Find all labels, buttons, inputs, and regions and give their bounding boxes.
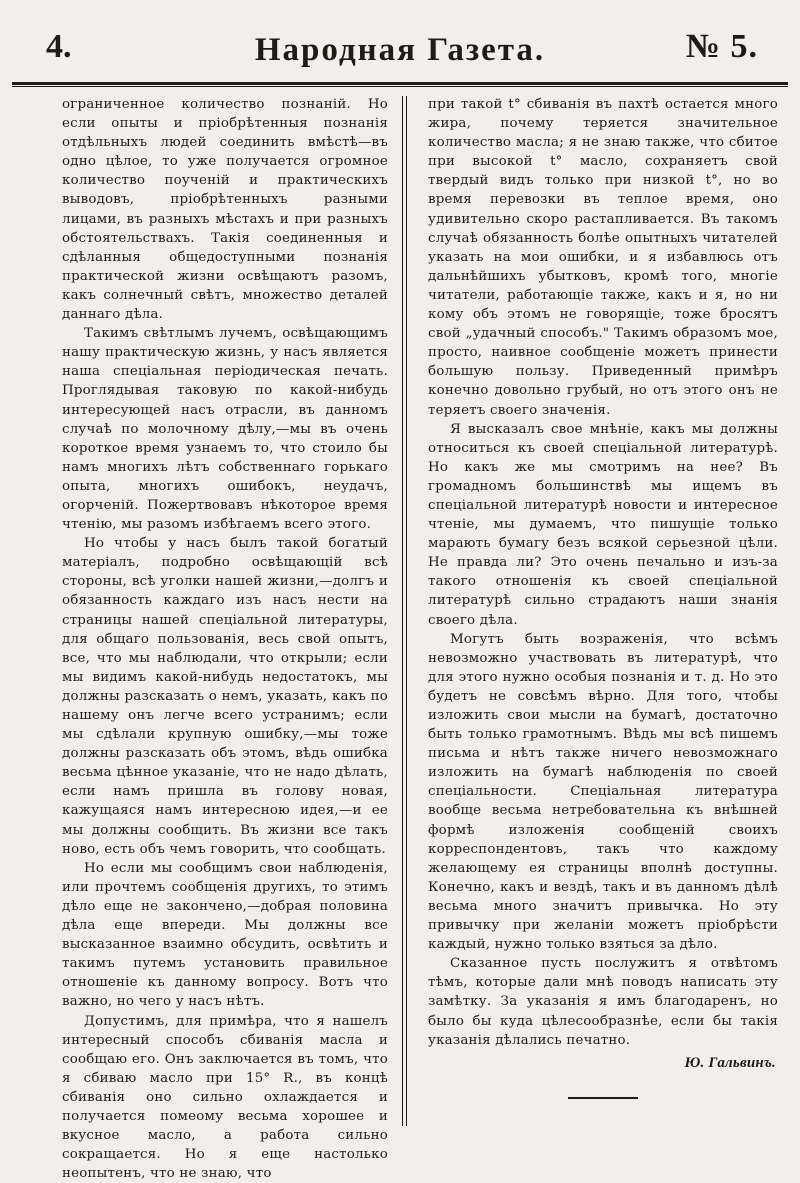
article-end-rule xyxy=(568,1097,638,1099)
column-divider xyxy=(402,96,403,1126)
header-rule xyxy=(12,82,788,85)
left-column xyxy=(62,95,388,1183)
page-header xyxy=(20,22,780,80)
paragraph: Сказанное пусть послужитъ я отвѣтомъ тѣмъ, которые дали мнѣ поводъ написать эту замѣтку. За указанія я имъ благодаренъ, но было бы куда цѣлесообразнѣе, если бы такія указанія дѣлались печатно. xyxy=(428,954,778,1049)
paragraph: при такой t° сбиванія въ пахтѣ остается много жира, почему теряется значительное количество масла; я не знаю также, что сбитое при высокой t° масло, сохраняетъ свой твердый видъ только при низкой t°, но во время перевозки въ теплое время, оно удивительно скоро растапливается. Въ такомъ случаѣ обязанность болѣе опытныхъ читателей указать на мои ошибки, и я избавлюсь отъ дальнѣйшихъ убытковъ, кромѣ того, многіе читатели, работающіе также, какъ и я, но ни кому объ этомъ не говорящіе, тоже бросятъ свой „удачный способъ." Такимъ образомъ мое, просто, наивное сообщеніе можетъ принести большую пользу. Приведенный примѣръ конечно довольно грубый, но отъ этого онъ не теряетъ своего значенія. xyxy=(428,95,778,420)
column-divider-inner xyxy=(406,96,407,1126)
paragraph: Такимъ свѣтлымъ лучемъ, освѣщающимъ нашу практическую жизнь, у насъ является наша спеціальная періодическая печать. Проглядывая таковую по какой-нибудь интересующей насъ отрасли, въ данномъ случаѣ по молочному дѣлу,—мы въ очень короткое время узнаемъ то, что стоило бы намъ многихъ лѣтъ собственнаго горькаго опыта, многихъ ошибокъ, неудачъ, огорченій. Пожертвовавъ нѣкоторое время чтенію, мы разомъ избѣгаемъ всего этого. xyxy=(62,324,388,534)
paragraph: ограниченное количество познаній. Но если опыты и пріобрѣтенныя познанія отдѣльныхъ людей соединить вмѣстѣ—въ одно цѣлое, то уже получается огромное количество поученій и практическихъ выводовъ, пріобрѣтенныхъ разными лицами, въ разныхъ мѣстахъ и при разныхъ обстоятельствахъ. Такія соединенныя и сдѣланныя общедоступными познанія практической жизни освѣщаютъ разомъ, какъ солнечный свѣтъ, множество деталей даннаго дѣла. xyxy=(62,95,388,324)
paragraph: Но если мы сообщимъ свои наблюденія, или прочтемъ сообщенія другихъ, то этимъ дѣло еще не закончено,—добрая половина дѣла еще впереди. Мы должны все высказанное взаимно обсудить, освѣтить и такимъ путемъ установить правильное отношеніе къ данному вопросу. Вотъ что важно, но чего у насъ нѣтъ. xyxy=(62,859,388,1012)
issue-number: № 5. xyxy=(686,28,758,66)
right-column xyxy=(428,95,778,1099)
paragraph: Я высказалъ свое мнѣніе, какъ мы должны относиться къ своей спеціальной литературѣ. Но какъ же мы смотримъ на нее? Въ громадномъ большинствѣ мы ищемъ въ спеціальной литературѣ новости и интересное чтеніе, мы думаемъ, что пишущіе только марають бумагу безъ всякой серьезной цѣли. Не правда ли? Это очень печально и изъ-за такого отношенія къ своей спеціальной литературѣ сильно страдаютъ наши знанія своего дѣла. xyxy=(428,420,778,630)
newspaper-title: Народная Газета. xyxy=(20,32,780,69)
paragraph: Но чтобы у насъ былъ такой богатый матеріалъ, подробно освѣщающій всѣ стороны, всѣ уголки нашей жизни,—долгъ и обязанность каждаго изъ насъ нести на страницы нашей спеціальной литературы, для общаго пользованія, весь свой опытъ, все, что мы наблюдали, что открыли; если мы видимъ какой-нибудь недостатокъ, мы должны разсказать о немъ, указать, какъ по нашему онъ легче всего устранимъ; если мы сдѣлали крупную ошибку,—мы тоже должны разсказать объ этомъ, вѣдь ошибка весьма цѣнное указаніе, что не надо дѣлать, если намъ пришла въ голову новая, кажущаяся намъ интересною идея,—и ее мы должны сообщить. Въ жизни все такъ ново, есть объ чемъ говорить, что сообщать. xyxy=(62,534,388,859)
author-signature: Ю. Гальвинъ. xyxy=(428,1054,778,1073)
paragraph: Могутъ быть возраженія, что всѣмъ невозможно участвовать въ литературѣ, что для этого нужно особыя познанія и т. д. Но это будетъ не совсѣмъ вѣрно. Для того, чтобы изложить свои мысли на бумагѣ, достаточно быть только грамотнымъ. Вѣдь мы всѣ пишемъ письма и нѣтъ также ничего невозможнаго изложить на бумагѣ наблюденія по своей спеціальности. Спеціальная литература вообще весьма нетребовательна къ внѣшней формѣ изложенія сообщеній своихъ корреспондентовъ, такъ что каждому желающему ея страницы вполнѣ доступны. Конечно, какъ и вездѣ, такъ и въ данномъ дѣлѣ весьма много значитъ привычка. Но эту привычку при желаніи можетъ пріобрѣсти каждый, нужно только взяться за дѣло. xyxy=(428,630,778,955)
paragraph: Допустимъ, для примѣра, что я нашелъ интересный способъ сбиванія масла и сообщаю его. Онъ заключается въ томъ, что я сбиваю масло при 15° R., въ концѣ сбиванія оно сильно охлаждается и получается помеому весьма хорошее и вкусное масло, а работа сильно сокращается. Но я еще настолько неопытенъ, что не знаю, что xyxy=(62,1012,388,1183)
page-number: 4. xyxy=(46,28,72,66)
header-rule-thin xyxy=(12,86,788,87)
